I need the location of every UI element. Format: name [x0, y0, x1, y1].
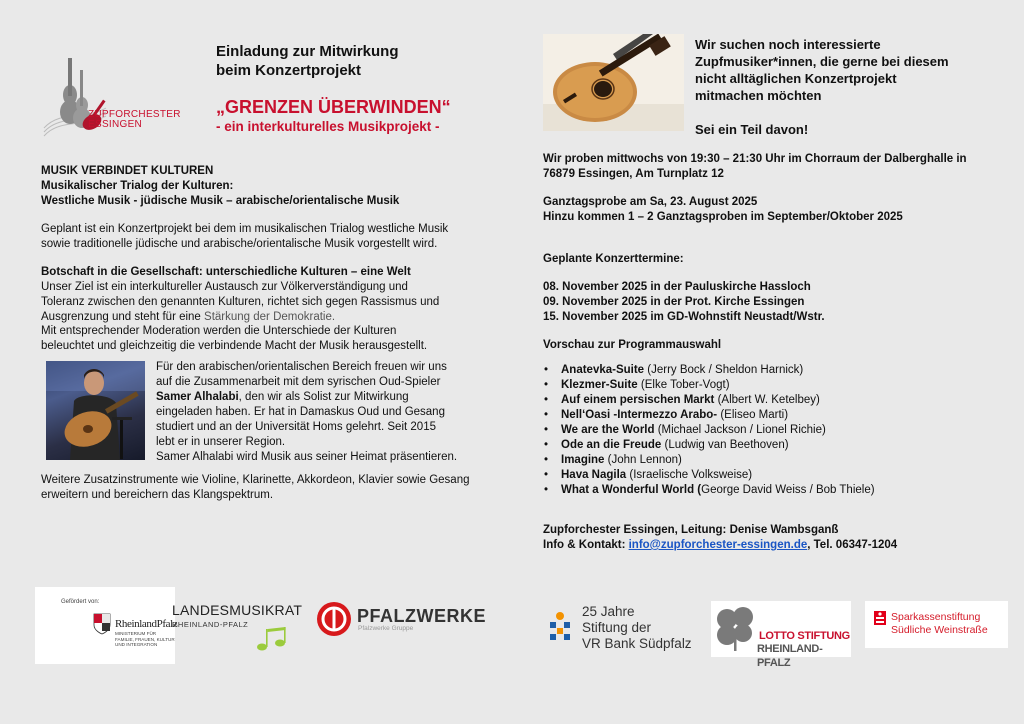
program-composer: (Jerry Bock / Sheldon Harnick) — [644, 364, 804, 376]
pfalzwerke-logo — [316, 601, 501, 641]
program-title: Hava Nagila — [561, 469, 627, 481]
oud-line2: auf die Zusammenarbeit mit dem syrischen Oud-Spieler — [156, 375, 441, 388]
program-title: What a Wonderful World ( — [561, 484, 702, 496]
contact-phone: , Tel. 06347-1204 — [807, 538, 898, 551]
program-composer: (Ludwig van Beethoven) — [661, 439, 789, 451]
logo-text-line2: ESSINGEN — [88, 119, 143, 130]
mandolin-photo — [543, 34, 684, 131]
landesmusikrat-logo — [172, 601, 303, 651]
ministry-line3: UND INTEGRATION — [115, 642, 158, 647]
vr-line3: VR Bank Südpfalz — [582, 636, 692, 651]
funded-by-label: Gefördert von: — [61, 599, 100, 605]
oud-line1: Für den arabischen/orientalischen Bereich freuen wir uns — [156, 361, 447, 373]
contact-line — [543, 538, 1013, 553]
oud-line3 — [156, 390, 501, 405]
message-line3 — [41, 310, 511, 325]
program-title: Imagine — [561, 454, 605, 466]
orchestra-leader: Zupforchester Essingen, Leitung: Denise Wambsganß — [543, 524, 839, 536]
oud-line5: studiert und an der Universität Homs gelehrt. Seit 2015 — [156, 420, 436, 433]
program-composer: (Albert W. Ketelbey) — [714, 394, 820, 406]
call-to-action — [695, 36, 949, 138]
project-title: „GRENZEN ÜBERWINDEN“ — [216, 97, 451, 117]
concerts-heading: Geplante Konzerttermine: — [543, 253, 684, 265]
vr-line1: 25 Jahre — [582, 604, 635, 619]
concert-date: 15. November 2025 im GD-Wohnstift Neustadt/Wstr. — [543, 310, 825, 323]
extra-line2: erweitern und bereichern das Klangspektrum. — [41, 488, 274, 501]
extra-instruments — [41, 473, 511, 503]
section-subheading: Musikalischer Trialog der Kulturen: — [41, 179, 234, 192]
invitation-line1: Einladung zur Mitwirkung — [216, 43, 399, 60]
rehearsal-line1: Wir proben mittwochs von 19:30 – 21:30 Uhr im Chorraum der Dalberghalle in — [543, 153, 967, 165]
fullday-line2: Hinzu kommen 1 – 2 Ganztagsproben im September/Oktober 2025 — [543, 210, 903, 223]
program-composer: (John Lennon) — [604, 454, 682, 466]
rehearsal-line2: 76879 Essingen, Am Turnplatz 12 — [543, 167, 724, 180]
vr-bank-emblem-icon — [544, 610, 576, 650]
oud-line6: lebt er in unserer Region. — [156, 435, 286, 448]
concert-date: 09. November 2025 in der Prot. Kirche Essingen — [543, 295, 805, 308]
call-line3: nicht alltäglichen Konzertprojekt — [695, 71, 897, 86]
intro-line1: Geplant ist ein Konzertprojekt bei dem im musikalischen Trialog westliche Musik — [41, 222, 449, 235]
list-item — [540, 363, 1010, 378]
program-title: Nell‘Oasi -Intermezzo Arabo- — [561, 409, 718, 421]
pfalzwerke-emblem-icon — [316, 601, 352, 637]
orchestra-logo — [40, 50, 200, 140]
concert-date: 08. November 2025 in der Pauluskirche Hassloch — [543, 280, 811, 293]
program-title: We are the World — [561, 424, 655, 436]
message-line3a: Ausgrenzung und steht für eine — [41, 310, 205, 323]
mandolin-illustration — [543, 34, 684, 131]
message-heading: Botschaft in die Gesellschaft: unterschiedliche Kulturen – eine Welt — [41, 265, 411, 278]
cloverleaf-icon — [713, 605, 757, 651]
program-title: Klezmer-Suite — [561, 379, 638, 391]
ministry-line2: FAMILIE, FRAUEN, KULTUR — [115, 636, 175, 642]
message-line5: beleuchtet und gleichzeitig die verbindende Macht der Musik herausgestellt. — [41, 340, 428, 353]
left-column — [41, 164, 511, 354]
oud-line7: Samer Alhalabi wird Musik aus seiner Heimat präsentieren. — [156, 450, 458, 463]
program-composer: (Israelische Volksweise) — [626, 469, 753, 481]
logo-text-line1: ZUPFORCHESTER — [88, 109, 181, 120]
call-line1: Wir suchen noch interessierte — [695, 37, 881, 52]
music-note-icon — [254, 627, 294, 653]
lmr-line2: RHEINLAND-PFALZ — [172, 620, 249, 630]
oud-player-photo — [46, 361, 145, 460]
program-composer: (Elke Tober-Vogt) — [637, 379, 730, 391]
intro-line2: sowie traditionelle jüdische und arabische/orientalische Musik vorgestellt wird. — [41, 237, 438, 250]
pfalzwerke-group: Pfalzwerke Gruppe — [358, 625, 414, 632]
sparkasse-line1: Sparkassenstiftung — [891, 611, 981, 623]
lotto-stiftung-logo — [711, 601, 851, 670]
oud-line4: eingeladen haben. Er hat in Damaskus Oud und Gesang — [156, 405, 445, 418]
lmr-line1: LANDESMUSIKRAT — [172, 602, 303, 618]
list-item — [540, 483, 1010, 498]
oud-player-illustration — [46, 361, 145, 460]
ministry-line1: MINISTERIUM FÜR — [115, 631, 157, 636]
rlp-sponsor-logo — [35, 587, 178, 664]
extra-line1: Weitere Zusatzinstrumente wie Violine, Klarinette, Akkordeon, Klavier sowie Gesang — [41, 474, 470, 486]
call-line5: Sei ein Teil davon! — [695, 122, 809, 137]
call-line2: Zupfmusiker*innen, die gerne bei diesem — [695, 54, 949, 69]
program-title: Anatevka-Suite — [561, 364, 645, 376]
list-item — [540, 453, 1010, 468]
program-heading: Vorschau zur Programmauswahl — [543, 338, 722, 351]
program-title: Ode an die Freude — [561, 439, 662, 451]
section-heading: MUSIK VERBINDET KULTUREN — [41, 165, 214, 177]
program-composer: George David Weiss / Bob Thiele) — [701, 484, 875, 496]
message-line1: Unser Ziel ist ein interkultureller Austausch zur Völkerverständigung und — [41, 280, 408, 293]
program-composer: (Michael Jackson / Lionel Richie) — [654, 424, 826, 436]
list-item — [540, 393, 1010, 408]
project-subtitle: - ein interkulturelles Musikprojekt - — [216, 119, 440, 134]
oud-paragraph — [156, 360, 501, 465]
call-line4: mitmachen möchten — [695, 88, 822, 103]
vr-bank-logo — [544, 602, 704, 654]
list-item — [540, 438, 1010, 453]
pfalzwerke-name: PFALZWERKE — [357, 606, 486, 626]
oud-line3b: , den wir als Solist zur Mitwirkung — [238, 390, 409, 403]
list-item — [540, 378, 1010, 393]
message-line4: Mit entsprechender Moderation werden die Unterschiede der Kulturen — [41, 325, 397, 338]
message-line2: Toleranz zwischen den genannten Kulturen, richtet sich gegen Rassismus und — [41, 295, 440, 308]
rehearsal-info — [543, 152, 1003, 225]
contact-label: Info & Kontakt: — [543, 538, 629, 551]
program-composer: (Eliseo Marti) — [717, 409, 789, 421]
program-list — [540, 363, 1010, 498]
sparkasse-line2: Südliche Weinstraße — [891, 624, 988, 636]
program-title: Auf einem persischen Markt — [561, 394, 715, 406]
list-item — [540, 408, 1010, 423]
rlp-name: RheinlandPfalz — [115, 618, 178, 630]
sparkasse-logo — [865, 601, 1008, 648]
section-subheading-2: Westliche Musik - jüdische Musik – arabische/orientalische Musik — [41, 194, 400, 207]
list-item — [540, 468, 1010, 483]
rlp-crest-icon — [93, 613, 111, 635]
contact-section — [543, 523, 1013, 553]
invitation-line2: beim Konzertprojekt — [216, 62, 362, 79]
lotto-line1: LOTTO STIFTUNG — [759, 630, 850, 642]
fullday-line1: Ganztagsprobe am Sa, 23. August 2025 — [543, 195, 758, 208]
soloist-name: Samer Alhalabi — [156, 390, 239, 403]
vr-line2: Stiftung der — [582, 620, 652, 635]
sparkasse-emblem-icon — [874, 611, 886, 625]
list-item — [540, 423, 1010, 438]
democracy-text: Stärkung der Demokratie. — [204, 310, 336, 323]
lotto-line2: RHEINLAND-PFALZ — [757, 643, 823, 670]
contact-email-link[interactable]: info@zupforchester-essingen.de — [628, 538, 808, 551]
concerts-section — [543, 252, 1003, 353]
